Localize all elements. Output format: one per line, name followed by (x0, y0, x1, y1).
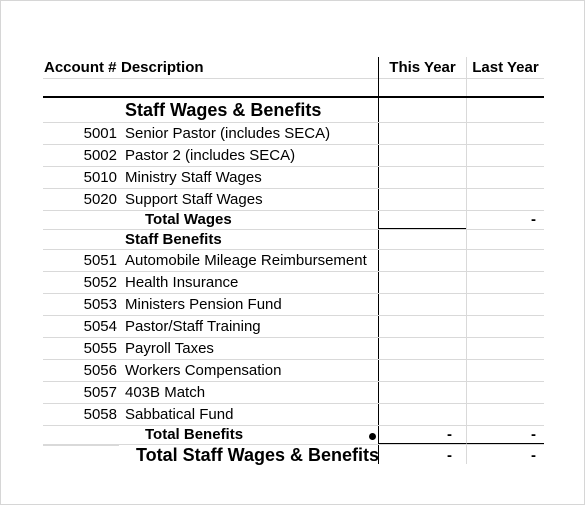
account-number: 5053 (83, 296, 117, 313)
account-description: Workers Compensation (125, 362, 282, 379)
last-year-cell (466, 189, 544, 210)
last-year-cell (466, 338, 544, 359)
last-year-cell (466, 250, 544, 271)
account-number: 5001 (83, 125, 117, 142)
this-year-cell (378, 189, 466, 210)
this-year-cell (378, 360, 466, 381)
table-row (43, 123, 544, 145)
total-benefits-this-year: - (378, 426, 466, 444)
section-title-row (43, 98, 544, 123)
this-year-cell (378, 338, 466, 359)
table-row (43, 382, 544, 404)
account-number: 5020 (83, 191, 117, 208)
account-description: Senior Pastor (includes SECA) (125, 125, 331, 142)
last-year-cell (466, 272, 544, 293)
account-number: 5056 (83, 362, 117, 379)
this-year-cell (378, 123, 466, 144)
column-header-last-year: Last Year (466, 57, 544, 96)
this-year-cell (378, 272, 466, 293)
total-wages-row (43, 211, 544, 230)
table-row (43, 294, 544, 316)
cell-resize-handle[interactable] (369, 433, 376, 440)
table-row (43, 250, 544, 272)
account-number: 5058 (83, 406, 117, 423)
table-row (43, 360, 544, 382)
total-wages-label: Total Wages (145, 211, 232, 228)
total-wages-this-year (378, 211, 466, 229)
grand-total-this-year: - (378, 445, 466, 464)
account-description: Ministry Staff Wages (125, 169, 262, 186)
account-description: Health Insurance (125, 274, 239, 291)
this-year-cell (378, 145, 466, 166)
account-number: 5057 (83, 384, 117, 401)
budget-table (43, 57, 544, 464)
last-year-cell (466, 123, 544, 144)
benefits-heading: Staff Benefits (125, 231, 222, 248)
account-number: 5054 (83, 318, 117, 335)
account-description: 403B Match (125, 384, 206, 401)
table-row (43, 316, 544, 338)
last-year-cell (466, 145, 544, 166)
column-header-this-year: This Year (378, 57, 466, 96)
total-benefits-label: Total Benefits (145, 426, 244, 443)
total-benefits-row (43, 426, 544, 445)
this-year-cell (378, 404, 466, 425)
last-year-cell (466, 316, 544, 337)
table-header (43, 57, 544, 98)
table-row (43, 404, 544, 426)
table-row (43, 167, 544, 189)
account-description: Support Staff Wages (125, 191, 263, 208)
account-number: 5010 (83, 169, 117, 186)
account-number: 5052 (83, 274, 117, 291)
account-description: Pastor/Staff Training (125, 318, 261, 335)
total-benefits-last-year: - (466, 426, 544, 444)
account-description: Automobile Mileage Reimbursement (125, 252, 367, 269)
account-number: 5002 (83, 147, 117, 164)
this-year-cell (378, 167, 466, 188)
account-description: Ministers Pension Fund (125, 296, 282, 313)
account-description: Sabbatical Fund (125, 406, 234, 423)
this-year-cell (378, 294, 466, 315)
table-row (43, 272, 544, 294)
account-number: 5051 (83, 252, 117, 269)
last-year-cell (466, 294, 544, 315)
benefits-heading-row (43, 230, 544, 250)
account-description: Payroll Taxes (125, 340, 214, 357)
total-wages-last-year: - (466, 211, 544, 229)
last-year-cell (466, 360, 544, 381)
last-year-cell (466, 382, 544, 403)
table-row (43, 189, 544, 211)
last-year-cell (466, 404, 544, 425)
grand-total-row (43, 445, 544, 464)
column-header-account: Account # (44, 59, 117, 76)
this-year-cell (378, 382, 466, 403)
account-description: Pastor 2 (includes SECA) (125, 147, 296, 164)
column-header-description: Description (121, 59, 204, 76)
this-year-cell (378, 316, 466, 337)
section-title: Staff Wages & Benefits (125, 100, 322, 120)
table-row (43, 338, 544, 360)
last-year-cell (466, 167, 544, 188)
this-year-cell (378, 250, 466, 271)
account-number: 5055 (83, 340, 117, 357)
grand-total-last-year: - (466, 445, 544, 464)
grand-total-label: Total Staff Wages & Benefits (136, 445, 380, 465)
table-row (43, 145, 544, 167)
